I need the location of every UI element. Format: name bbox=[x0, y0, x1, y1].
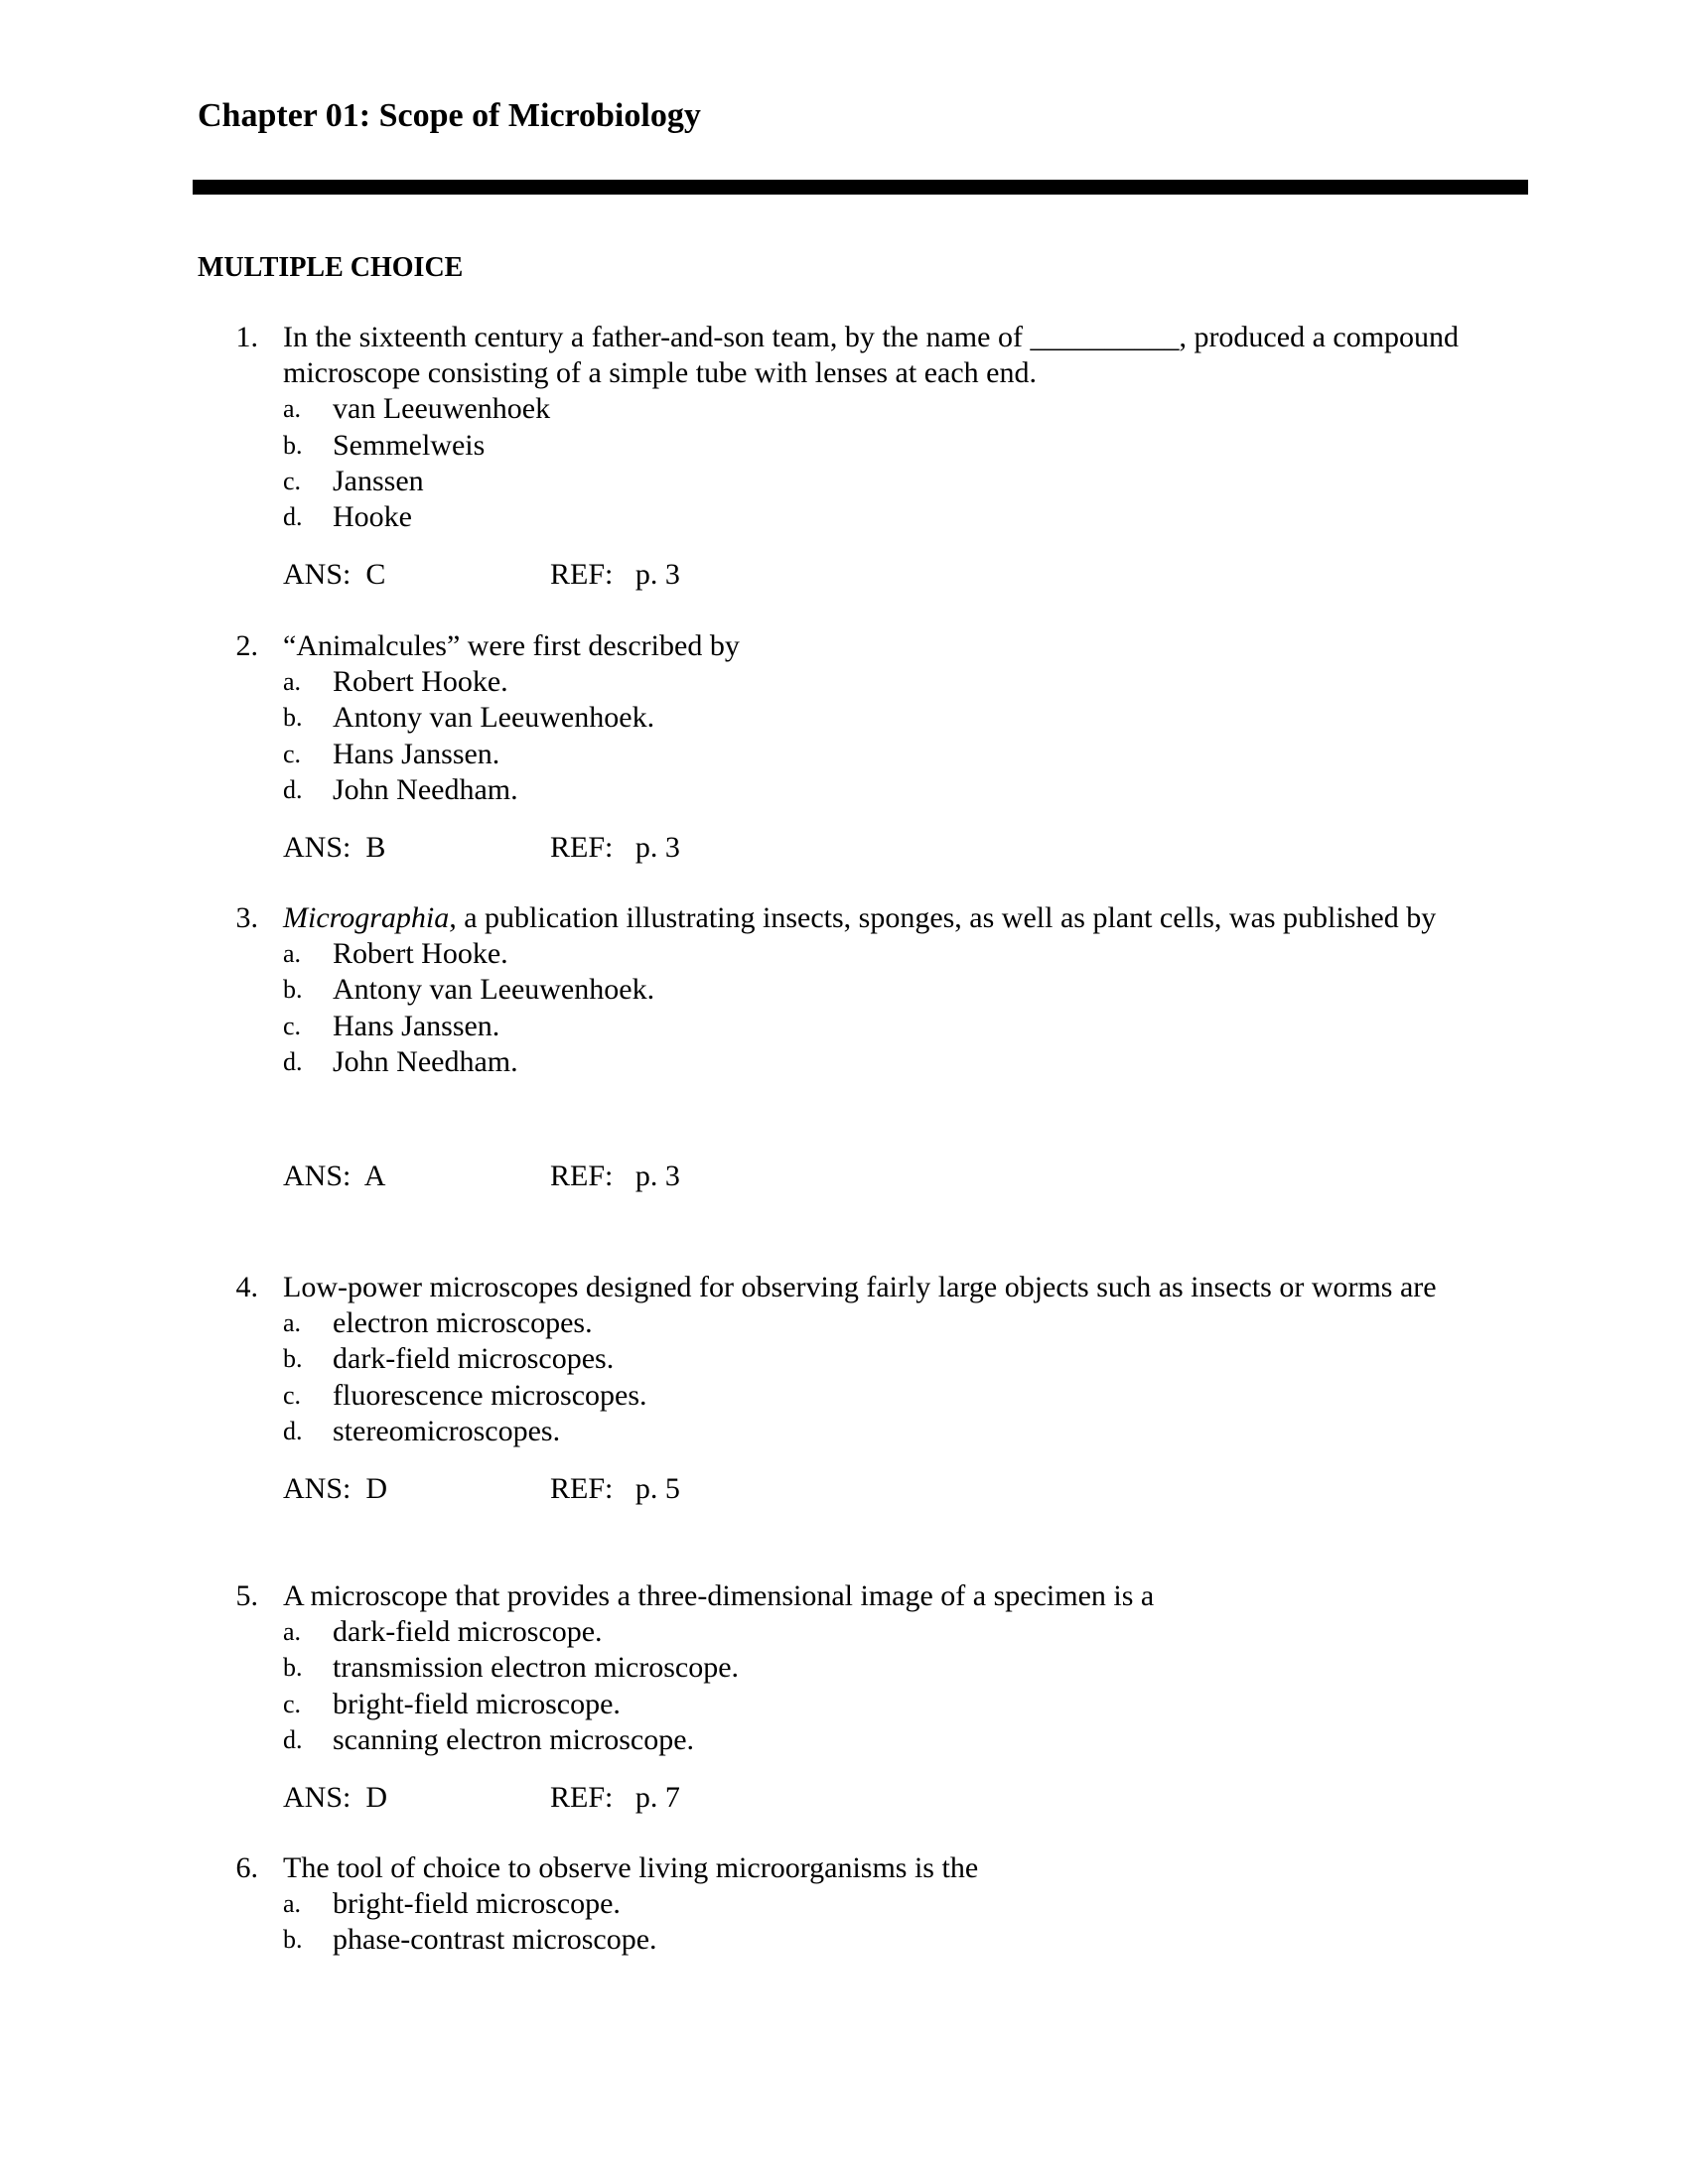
answer-value: ANS: D bbox=[283, 1781, 388, 1815]
option-letter: b. bbox=[283, 1344, 303, 1374]
option-letter: a. bbox=[283, 1308, 302, 1338]
question-number: 5. bbox=[235, 1579, 258, 1612]
question-item bbox=[218, 1850, 1539, 1959]
chapter-title: Chapter 01: Scope of Microbiology bbox=[198, 97, 701, 134]
answer-key bbox=[283, 557, 1539, 593]
option-text: Hans Janssen. bbox=[333, 737, 500, 770]
answer-option bbox=[283, 1414, 1539, 1449]
option-text: bright-field microscope. bbox=[333, 1687, 621, 1720]
option-letter: b. bbox=[283, 703, 303, 733]
page-reference: REF: p. 3 bbox=[550, 1160, 680, 1193]
question-text bbox=[283, 628, 1539, 664]
answer-option bbox=[283, 772, 1539, 808]
question-text bbox=[283, 320, 1539, 391]
answer-value: ANS: B bbox=[283, 831, 386, 865]
question-number: 1. bbox=[235, 321, 258, 353]
answer-key bbox=[283, 1471, 1539, 1507]
option-letter: a. bbox=[283, 667, 302, 697]
answer-option bbox=[283, 737, 1539, 772]
question-text-part: The tool of choice to observe living microorganisms is the bbox=[283, 1851, 979, 1884]
option-letter: d. bbox=[283, 1724, 303, 1754]
option-text: transmission electron microscope. bbox=[333, 1651, 740, 1685]
question-italic-title: Micrographia, bbox=[283, 901, 457, 934]
option-letter: b. bbox=[283, 1925, 303, 1955]
answer-option bbox=[283, 1044, 1539, 1080]
question-text bbox=[283, 1270, 1539, 1305]
option-text: Antony van Leeuwenhoek. bbox=[333, 973, 655, 1007]
page-reference: REF: p. 5 bbox=[550, 1472, 680, 1506]
question-text bbox=[283, 1578, 1539, 1614]
option-text: Semmelweis bbox=[333, 428, 486, 462]
option-letter: c. bbox=[283, 739, 302, 768]
page-reference: REF: p. 3 bbox=[550, 558, 680, 592]
option-text: electron microscopes. bbox=[333, 1306, 593, 1340]
option-text: Robert Hooke. bbox=[333, 665, 508, 699]
option-text: fluorescence microscopes. bbox=[333, 1378, 647, 1412]
answer-value: ANS: C bbox=[283, 558, 386, 592]
option-text: John Needham. bbox=[333, 1044, 518, 1078]
option-text: scanning electron microscope. bbox=[333, 1722, 695, 1756]
answer-option bbox=[283, 972, 1539, 1008]
option-letter: c. bbox=[283, 1380, 302, 1410]
answer-option bbox=[283, 1614, 1539, 1650]
option-text: Hooke bbox=[333, 500, 412, 534]
page-reference: REF: p. 3 bbox=[550, 831, 680, 865]
question-text-part: Low-power microscopes designed for observing fairly large objects such as insects or worms are bbox=[283, 1271, 1437, 1303]
answer-value: ANS: D bbox=[283, 1472, 388, 1506]
answer-option bbox=[283, 1722, 1539, 1758]
question-number: 4. bbox=[235, 1271, 258, 1303]
answer-option bbox=[283, 700, 1539, 736]
answer-option bbox=[283, 936, 1539, 972]
answer-option bbox=[283, 1886, 1539, 1922]
option-letter: c. bbox=[283, 1689, 302, 1718]
page-reference: REF: p. 7 bbox=[550, 1781, 680, 1815]
answer-option bbox=[283, 391, 1539, 427]
answer-option bbox=[283, 1650, 1539, 1686]
question-number: 6. bbox=[235, 1851, 258, 1884]
option-letter: a. bbox=[283, 939, 302, 969]
option-text: John Needham. bbox=[333, 772, 518, 806]
option-letter: c. bbox=[283, 466, 302, 495]
option-text: van Leeuwenhoek bbox=[333, 392, 551, 426]
question-text-part: A microscope that provides a three-dimensional image of a specimen is a bbox=[283, 1579, 1155, 1612]
question-number: 3. bbox=[235, 901, 258, 934]
option-text: phase-contrast microscope. bbox=[333, 1923, 657, 1957]
question-item bbox=[218, 320, 1539, 593]
answer-option bbox=[283, 499, 1539, 535]
answer-option bbox=[283, 664, 1539, 700]
option-letter: a. bbox=[283, 1617, 302, 1647]
answer-key bbox=[283, 830, 1539, 866]
answer-option bbox=[283, 1009, 1539, 1044]
option-text: dark-field microscopes. bbox=[333, 1342, 615, 1376]
question-item bbox=[218, 1270, 1539, 1507]
option-letter: b. bbox=[283, 430, 303, 460]
option-text: Hans Janssen. bbox=[333, 1009, 500, 1042]
question-item bbox=[218, 628, 1539, 866]
option-letter: b. bbox=[283, 975, 303, 1005]
option-text: Robert Hooke. bbox=[333, 937, 508, 971]
question-item bbox=[218, 900, 1539, 1194]
answer-option bbox=[283, 428, 1539, 464]
option-letter: c. bbox=[283, 1011, 302, 1040]
answer-option bbox=[283, 1305, 1539, 1341]
question-text bbox=[283, 900, 1539, 936]
question-text-part: “Animalcules” were first described by bbox=[283, 629, 740, 662]
option-letter: d. bbox=[283, 1046, 303, 1076]
answer-option bbox=[283, 1378, 1539, 1414]
question-text-part: In the sixteenth century a father-and-son team, by the name of __________, produced a compound microscope consisting of a simple tube with lenses at each end. bbox=[283, 321, 1460, 390]
option-letter: a. bbox=[283, 394, 302, 424]
option-letter: a. bbox=[283, 1889, 302, 1919]
title-divider-bar bbox=[193, 180, 1528, 195]
answer-key bbox=[283, 1780, 1539, 1816]
section-heading: MULTIPLE CHOICE bbox=[198, 252, 464, 283]
option-letter: d. bbox=[283, 502, 303, 532]
answer-option bbox=[283, 464, 1539, 499]
question-text bbox=[283, 1850, 1539, 1886]
option-text: Janssen bbox=[333, 464, 424, 497]
question-text-part: a publication illustrating insects, sponges, as well as plant cells, was published by bbox=[456, 901, 1437, 934]
question-item bbox=[218, 1578, 1539, 1816]
option-text: stereomicroscopes. bbox=[333, 1414, 561, 1447]
option-letter: b. bbox=[283, 1653, 303, 1683]
answer-option bbox=[283, 1687, 1539, 1722]
answer-option bbox=[283, 1922, 1539, 1958]
answer-option bbox=[283, 1341, 1539, 1377]
option-text: Antony van Leeuwenhoek. bbox=[333, 701, 655, 735]
option-text: bright-field microscope. bbox=[333, 1887, 621, 1921]
option-letter: d. bbox=[283, 774, 303, 804]
option-text: dark-field microscope. bbox=[333, 1615, 603, 1649]
question-number: 2. bbox=[235, 629, 258, 662]
answer-value: ANS: A bbox=[283, 1160, 386, 1193]
answer-key bbox=[283, 1159, 1539, 1194]
option-letter: d. bbox=[283, 1416, 303, 1445]
